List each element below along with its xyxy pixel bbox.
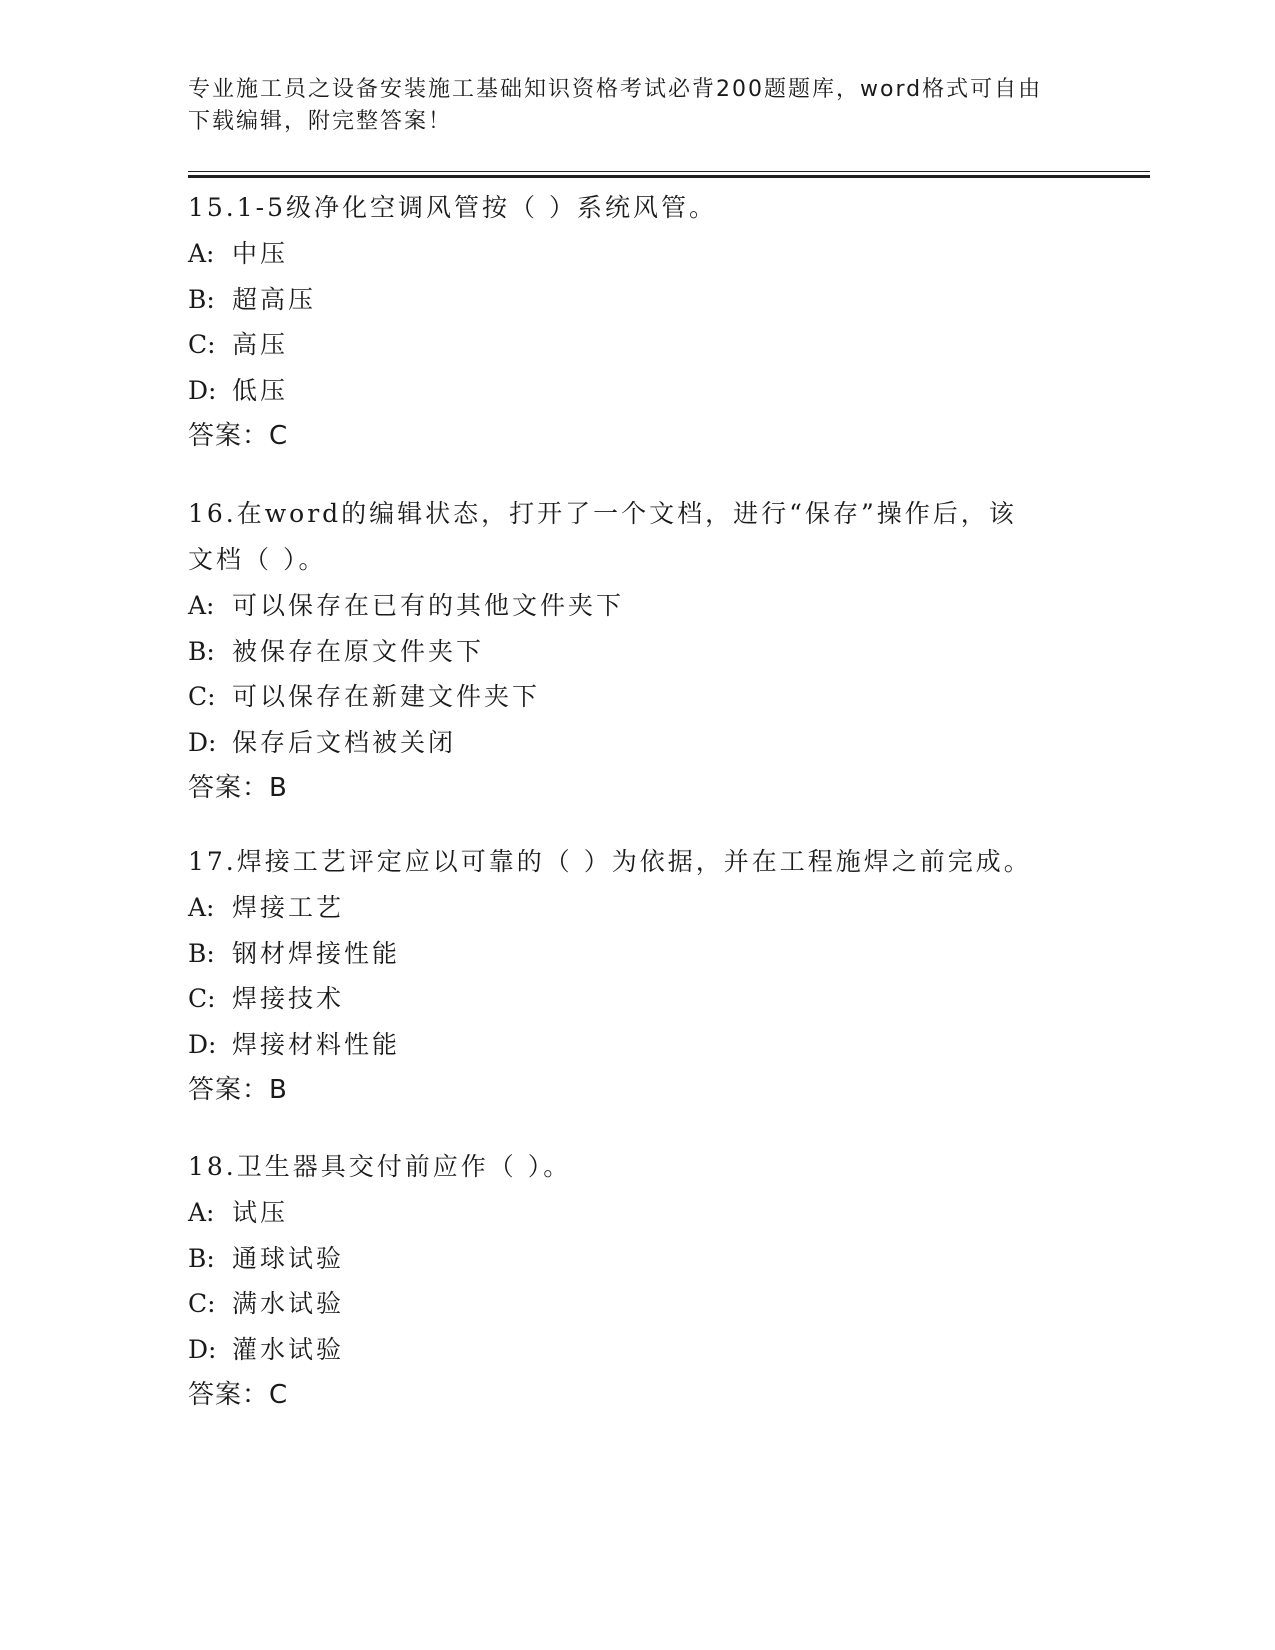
option-a [188, 583, 1088, 629]
option-letter: C: [188, 682, 216, 711]
option-text: 被保存在原文件夹下 [232, 636, 485, 666]
option-text: 通球试验 [232, 1243, 345, 1273]
option-b [188, 1236, 1088, 1282]
question-text: 17.焊接工艺评定应以可靠的（ ）为依据，并在工程施焊之前完成。 [188, 847, 1032, 876]
option-text: 可以保存在新建文件夹下 [232, 682, 541, 711]
option-letter: D: [188, 1029, 217, 1059]
header-divider-thick [188, 175, 1150, 178]
option-c [188, 1281, 1088, 1327]
option-d [188, 1327, 1088, 1373]
option-text: 钢材焊接性能 [232, 938, 401, 968]
header-line-1: 专业施工员之设备安装施工基础知识资格考试必背200题题库，word格式可自由 [188, 77, 1043, 102]
option-text: 满水试验 [232, 1289, 345, 1318]
option-d [188, 720, 1088, 766]
option-c [188, 322, 1088, 368]
header-line-2: 下载编辑，附完整答案！ [188, 109, 453, 134]
option-text: 焊接材料性能 [232, 1029, 401, 1059]
option-b [188, 629, 1088, 675]
header-divider-thin [188, 171, 1150, 172]
question-17 [188, 839, 1088, 1113]
option-letter: A: [188, 239, 215, 268]
option-letter: C: [188, 1289, 216, 1318]
document-header [188, 74, 1088, 138]
option-text: 高压 [232, 330, 289, 359]
option-letter: D: [188, 1334, 217, 1364]
option-c [188, 674, 1088, 720]
option-text: 焊接工艺 [232, 893, 345, 922]
option-letter: B: [188, 636, 215, 666]
answer-line: 答案：C [188, 1380, 289, 1410]
option-letter: A: [188, 591, 215, 620]
option-letter: B: [188, 938, 215, 968]
question-text: 18.卫生器具交付前应作（ ）。 [188, 1152, 572, 1181]
question-15 [188, 185, 1088, 459]
option-letter: D: [188, 375, 217, 405]
question-text: 16.在word的编辑状态，打开了一个文档，进行“保存”操作后，该 [188, 499, 1017, 528]
option-letter: C: [188, 330, 216, 359]
option-text: 低压 [232, 375, 289, 405]
option-text: 焊接技术 [232, 984, 345, 1013]
option-c [188, 976, 1088, 1022]
answer-line: 答案：C [188, 421, 289, 451]
option-text: 中压 [232, 239, 289, 268]
option-b [188, 931, 1088, 977]
option-a [188, 885, 1088, 931]
option-text: 可以保存在已有的其他文件夹下 [232, 591, 625, 620]
option-a [188, 1190, 1088, 1236]
option-text: 灌水试验 [232, 1334, 345, 1364]
question-16 [188, 491, 1088, 811]
answer-line: 答案：B [188, 1075, 288, 1105]
option-letter: B: [188, 284, 215, 314]
option-letter: B: [188, 1243, 215, 1273]
option-text: 试压 [232, 1198, 289, 1227]
answer-line: 答案：B [188, 773, 288, 803]
option-letter: A: [188, 1198, 215, 1227]
option-letter: C: [188, 984, 216, 1013]
option-text: 保存后文档被关闭 [232, 727, 457, 757]
option-b [188, 277, 1088, 323]
question-text: 15.1-5级净化空调风管按（ ）系统风管。 [188, 193, 717, 222]
option-a [188, 231, 1088, 277]
option-letter: D: [188, 727, 217, 757]
option-letter: A: [188, 893, 215, 922]
question-18 [188, 1144, 1088, 1418]
option-d [188, 1022, 1088, 1068]
option-text: 超高压 [232, 284, 317, 314]
option-d [188, 368, 1088, 414]
question-text-continued: 文档（ ）。 [188, 545, 327, 574]
